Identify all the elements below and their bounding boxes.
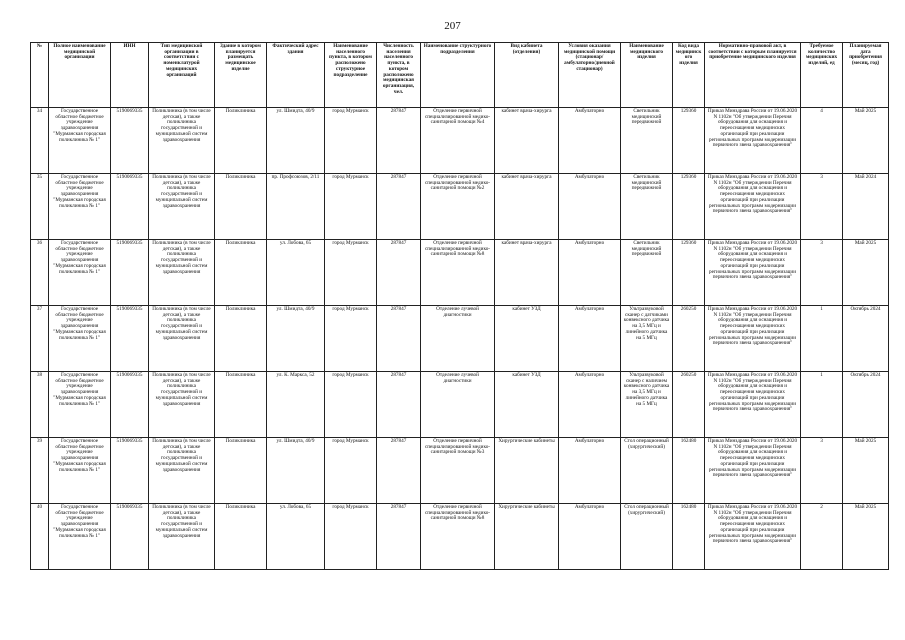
- table-row: [31, 174, 889, 240]
- header-cell: №: [31, 43, 49, 108]
- organization-type-cell: Поликлиника (в том числе детская), а также поликлиника государственной и муниципальной систем здравоохранения: [149, 438, 215, 504]
- organization-name-cell: Государственное областное бюджетное учреждение здравоохранения "Мурманская городская поликлиника № 1": [49, 438, 111, 504]
- address-cell: ул. Шмидта, 40/9: [267, 438, 325, 504]
- header-cell: Наименование населенного пункта, в котором расположено структурное подразделение: [325, 43, 377, 108]
- device-code-cell: 260250: [673, 372, 705, 438]
- population-cell: 287847: [377, 504, 421, 570]
- header-cell: Планируемая дата приобретения (месяц, год): [843, 43, 889, 108]
- table-row: [31, 306, 889, 372]
- device-code-cell: 260250: [673, 306, 705, 372]
- care-conditions-cell: Амбулаторно: [559, 240, 621, 306]
- legal-act-cell: Приказ Минздрава России от 19.06.2020 N 1102н "Об утверждении Перечня оборудования для оснащения и переоснащения медицинских организаций при реализации региональных программ модернизации первичного звена здравоохранения": [705, 372, 801, 438]
- organization-name-cell: Государственное областное бюджетное учреждение здравоохранения "Мурманская городская поликлиника № 1": [49, 306, 111, 372]
- organization-type-cell: Поликлиника (в том числе детская), а также поликлиника государственной и муниципальной систем здравоохранения: [149, 306, 215, 372]
- organization-type-cell: Поликлиника (в том числе детская), а также поликлиника государственной и муниципальной систем здравоохранения: [149, 372, 215, 438]
- subdivision-cell: Отделение первичной специализированной медико-санитарной помощи №8: [421, 240, 495, 306]
- subdivision-cell: Отделение первичной специализированной медико-санитарной помощи №2: [421, 174, 495, 240]
- legal-act-cell: Приказ Минздрава России от 19.06.2020 N 1102н "Об утверждении Перечня оборудования для оснащения и переоснащения медицинских организаций при реализации региональных программ модернизации первичного звена здравоохранения": [705, 306, 801, 372]
- population-cell: 287847: [377, 372, 421, 438]
- table-row: [31, 372, 889, 438]
- subdivision-cell: Отделение первичной специализированной медико-санитарной помощи №3: [421, 438, 495, 504]
- inn-cell: 5190069335: [111, 372, 149, 438]
- legal-act-cell: Приказ Минздрава России от 19.06.2020 N 1102н "Об утверждении Перечня оборудования для оснащения и переоснащения медицинских организаций при реализации региональных программ модернизации первичного звена здравоохранения": [705, 438, 801, 504]
- row-number-cell: 36: [31, 240, 49, 306]
- page-number: 207: [444, 20, 461, 32]
- population-cell: 287847: [377, 108, 421, 174]
- inn-cell: 5190069335: [111, 438, 149, 504]
- device-code-cell: 162480: [673, 438, 705, 504]
- organization-type-cell: Поликлиника (в том числе детская), а также поликлиника государственной и муниципальной систем здравоохранения: [149, 174, 215, 240]
- legal-act-cell: Приказ Минздрава России от 19.06.2020 N 1102н "Об утверждении Перечня оборудования для оснащения и переоснащения медицинских организаций при реализации региональных программ модернизации первичного звена здравоохранения": [705, 504, 801, 570]
- header-cell: Полное наименование медицинской организации: [49, 43, 111, 108]
- table-row: [31, 108, 889, 174]
- device-name-cell: Стол операционный (хирургический): [621, 504, 673, 570]
- device-name-cell: Стол операционный (хирургический): [621, 438, 673, 504]
- address-cell: ул. К. Маркса, 52: [267, 372, 325, 438]
- row-number-cell: 37: [31, 306, 49, 372]
- device-code-cell: 129360: [673, 240, 705, 306]
- population-cell: 287847: [377, 174, 421, 240]
- locality-cell: город Мурманск: [325, 306, 377, 372]
- quantity-cell: 1: [801, 306, 843, 372]
- header-cell: Численность населения населенного пункта, в котором расположено медицинская организация, чел.: [377, 43, 421, 108]
- quantity-cell: 2: [801, 504, 843, 570]
- planned-date-cell: Май 2024: [843, 174, 889, 240]
- row-number-cell: 34: [31, 108, 49, 174]
- row-number-cell: 38: [31, 372, 49, 438]
- header-cell: Вид кабинета (отделения): [495, 43, 559, 108]
- organization-name-cell: Государственное областное бюджетное учреждение здравоохранения "Мурманская городская поликлиника № 1": [49, 504, 111, 570]
- cabinet-type-cell: кабинет УЗД: [495, 372, 559, 438]
- header-cell: Тип медицинской организации в соответствии с номенклатурой медицинских организаций: [149, 43, 215, 108]
- row-number-cell: 39: [31, 438, 49, 504]
- row-number-cell: 40: [31, 504, 49, 570]
- table-row: [31, 438, 889, 504]
- subdivision-cell: Отделение первичной специализированной медико-санитарной помощи №8: [421, 504, 495, 570]
- planned-date-cell: Май 2025: [843, 504, 889, 570]
- device-name-cell: Светильник медицинский передвижной: [621, 240, 673, 306]
- organization-name-cell: Государственное областное бюджетное учреждение здравоохранения "Мурманская городская поликлиника № 1": [49, 372, 111, 438]
- header-cell: Наименование медицинского изделия: [621, 43, 673, 108]
- building-cell: Поликлиника: [215, 174, 267, 240]
- subdivision-cell: Отделение лучевой диагностики: [421, 306, 495, 372]
- device-code-cell: 129360: [673, 108, 705, 174]
- address-cell: ул. Шмидта, 40/9: [267, 108, 325, 174]
- care-conditions-cell: Амбулаторно: [559, 438, 621, 504]
- row-number-cell: 35: [31, 174, 49, 240]
- inn-cell: 5190069335: [111, 504, 149, 570]
- cabinet-type-cell: кабинет врача-хирурга: [495, 108, 559, 174]
- inn-cell: 5190069335: [111, 306, 149, 372]
- legal-act-cell: Приказ Минздрава России от 19.06.2020 N 1102н "Об утверждении Перечня оборудования для оснащения и переоснащения медицинских организаций при реализации региональных программ модернизации первичного звена здравоохранения": [705, 174, 801, 240]
- planned-date-cell: Май 2025: [843, 438, 889, 504]
- locality-cell: город Мурманск: [325, 438, 377, 504]
- cabinet-type-cell: Хирургические кабинеты: [495, 438, 559, 504]
- header-cell: Фактический адрес здания: [267, 43, 325, 108]
- header-cell: Здание в котором планируется размещать медицинское изделие: [215, 43, 267, 108]
- table-row: [31, 504, 889, 570]
- legal-act-cell: Приказ Минздрава России от 19.06.2020 N 1102н "Об утверждении Перечня оборудования для оснащения и переоснащения медицинских организаций при реализации региональных программ модернизации первичного звена здравоохранения": [705, 240, 801, 306]
- quantity-cell: 3: [801, 174, 843, 240]
- header-cell: Нормативно-правовой акт, в соответствии с которым планируется приобретение медицинского изделия: [705, 43, 801, 108]
- device-name-cell: Ультразвуковой сканер с датчиками конвексного датчика на 3,5 МГц и линейного датчика на 5 МГц: [621, 306, 673, 372]
- table-header-row: [31, 43, 889, 108]
- device-name-cell: Светильник медицинский передвижной: [621, 108, 673, 174]
- building-cell: Поликлиника: [215, 108, 267, 174]
- inn-cell: 5190069335: [111, 240, 149, 306]
- device-code-cell: 129360: [673, 174, 705, 240]
- locality-cell: город Мурманск: [325, 372, 377, 438]
- locality-cell: город Мурманск: [325, 504, 377, 570]
- planned-date-cell: Октябрь 2024: [843, 372, 889, 438]
- header-cell: Наименование структурного подразделения: [421, 43, 495, 108]
- header-cell: Условия оказания медицинской помощи (стационар/амбулаторно/дневной стационар): [559, 43, 621, 108]
- inn-cell: 5190069335: [111, 108, 149, 174]
- locality-cell: город Мурманск: [325, 108, 377, 174]
- header-cell: Код вида медицинского изделия: [673, 43, 705, 108]
- organization-name-cell: Государственное областное бюджетное учреждение здравоохранения "Мурманская городская поликлиника № 1": [49, 108, 111, 174]
- organization-type-cell: Поликлиника (в том числе детская), а также поликлиника государственной и муниципальной систем здравоохранения: [149, 108, 215, 174]
- locality-cell: город Мурманск: [325, 240, 377, 306]
- address-cell: ул. Лобова, 65: [267, 504, 325, 570]
- planned-date-cell: Май 2025: [843, 108, 889, 174]
- cabinet-type-cell: кабинет врача-хирурга: [495, 240, 559, 306]
- care-conditions-cell: Амбулаторно: [559, 372, 621, 438]
- population-cell: 287847: [377, 240, 421, 306]
- quantity-cell: 3: [801, 240, 843, 306]
- planned-date-cell: Октябрь 2024: [843, 306, 889, 372]
- building-cell: Поликлиника: [215, 240, 267, 306]
- header-cell: Требуемое количество медицинских изделий, ед: [801, 43, 843, 108]
- equipment-registry-table: [30, 42, 889, 570]
- locality-cell: город Мурманск: [325, 174, 377, 240]
- organization-name-cell: Государственное областное бюджетное учреждение здравоохранения "Мурманская городская поликлиника № 1": [49, 174, 111, 240]
- building-cell: Поликлиника: [215, 504, 267, 570]
- care-conditions-cell: Амбулаторно: [559, 504, 621, 570]
- cabinet-type-cell: кабинет УЗД: [495, 306, 559, 372]
- building-cell: Поликлиника: [215, 438, 267, 504]
- planned-date-cell: Май 2025: [843, 240, 889, 306]
- quantity-cell: 4: [801, 108, 843, 174]
- quantity-cell: 3: [801, 438, 843, 504]
- subdivision-cell: Отделение первичной специализированной медико-санитарной помощи №4: [421, 108, 495, 174]
- subdivision-cell: Отделение лучевой диагностики: [421, 372, 495, 438]
- device-name-cell: Светильник медицинский передвижной: [621, 174, 673, 240]
- building-cell: Поликлиника: [215, 306, 267, 372]
- address-cell: пр. Профсоюзов, 2/11: [267, 174, 325, 240]
- address-cell: ул. Шмидта, 40/9: [267, 306, 325, 372]
- address-cell: ул. Лобова, 65: [267, 240, 325, 306]
- care-conditions-cell: Амбулаторно: [559, 174, 621, 240]
- population-cell: 287847: [377, 438, 421, 504]
- building-cell: Поликлиника: [215, 372, 267, 438]
- header-cell: ИНН: [111, 43, 149, 108]
- device-name-cell: Ультразвуковой сканер с наличием конвексного датчика на 3,5 МГц и линейного датчика на 5 МГц: [621, 372, 673, 438]
- legal-act-cell: Приказ Минздрава России от 19.06.2020 N 1102н "Об утверждении Перечня оборудования для оснащения и переоснащения медицинских организаций при реализации региональных программ модернизации первичного звена здравоохранения": [705, 108, 801, 174]
- care-conditions-cell: Амбулаторно: [559, 306, 621, 372]
- care-conditions-cell: Амбулаторно: [559, 108, 621, 174]
- table-body: [31, 108, 889, 570]
- table-row: [31, 240, 889, 306]
- device-code-cell: 162480: [673, 504, 705, 570]
- organization-type-cell: Поликлиника (в том числе детская), а также поликлиника государственной и муниципальной систем здравоохранения: [149, 504, 215, 570]
- quantity-cell: 1: [801, 372, 843, 438]
- organization-type-cell: Поликлиника (в том числе детская), а также поликлиника государственной и муниципальной систем здравоохранения: [149, 240, 215, 306]
- organization-name-cell: Государственное областное бюджетное учреждение здравоохранения "Мурманская городская поликлиника № 1": [49, 240, 111, 306]
- cabinet-type-cell: Хирургические кабинеты: [495, 504, 559, 570]
- inn-cell: 5190069335: [111, 174, 149, 240]
- cabinet-type-cell: кабинет врача-хирурга: [495, 174, 559, 240]
- population-cell: 287847: [377, 306, 421, 372]
